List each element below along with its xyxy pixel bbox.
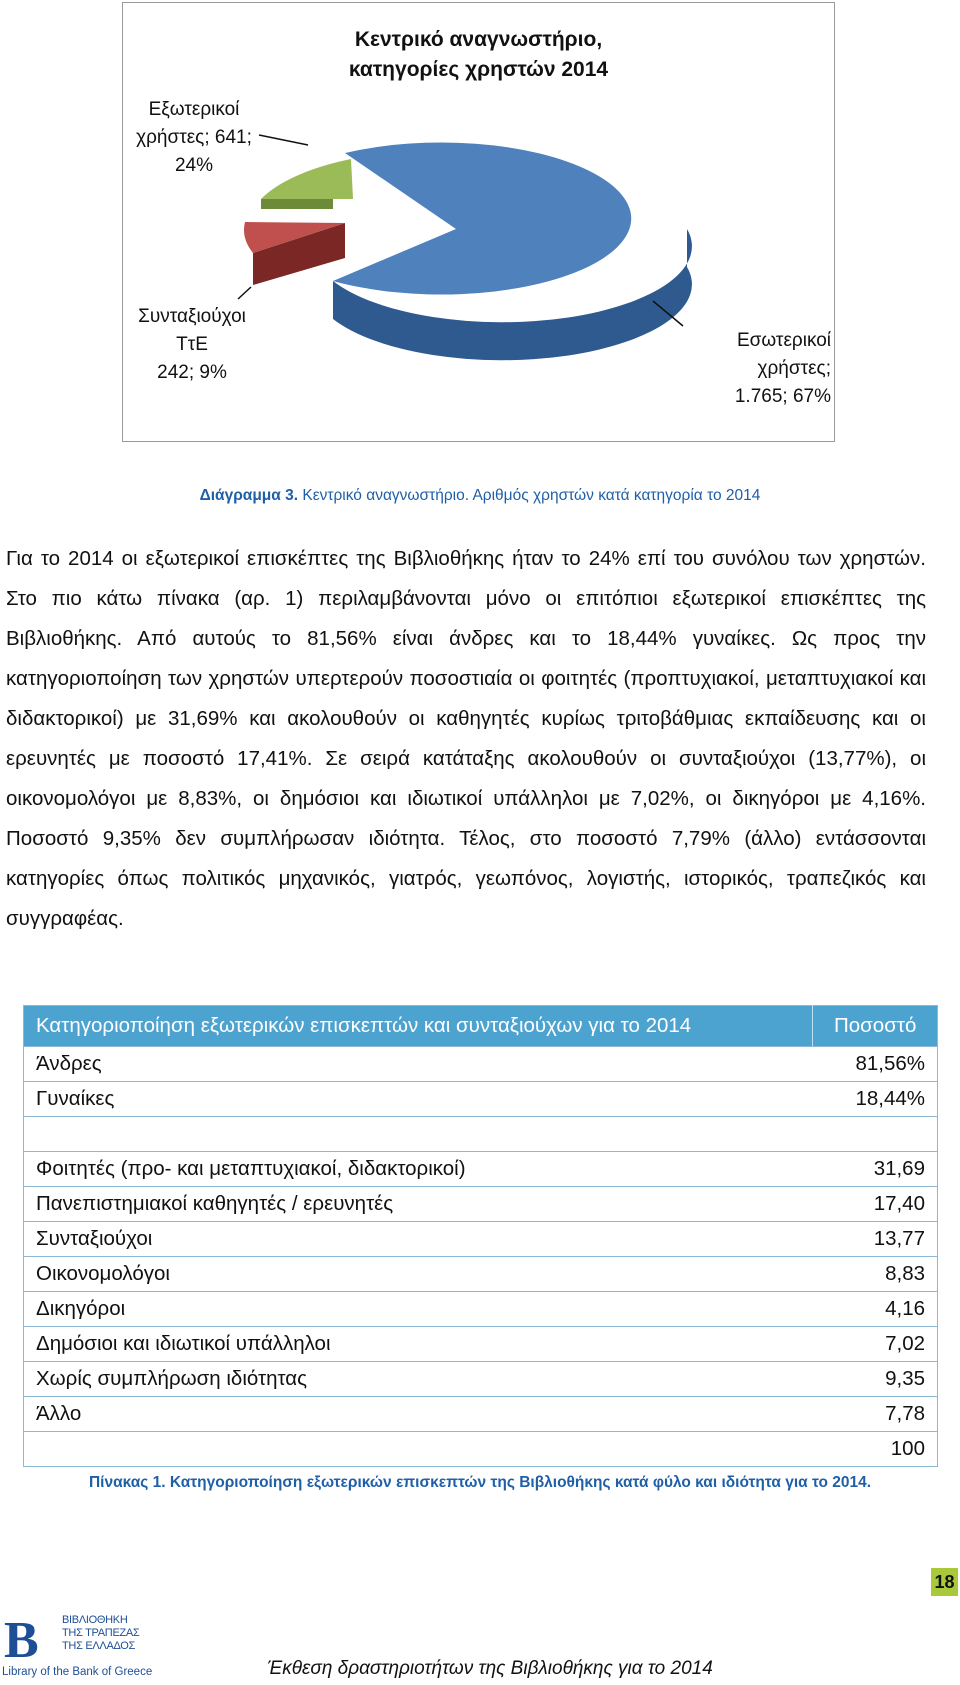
table-cell-percent: 17,40 bbox=[813, 1187, 938, 1222]
table-cell-category: Άνδρες bbox=[24, 1047, 813, 1082]
logo-english-name: Library of the Bank of Greece bbox=[2, 1666, 153, 1678]
table-cell-category bbox=[24, 1432, 813, 1467]
leader-line-external bbox=[259, 135, 308, 145]
slice-label-line: ΤτΕ bbox=[176, 334, 208, 355]
slice-label-line: χρήστες; bbox=[757, 358, 831, 379]
table-cell-percent: 31,69 bbox=[813, 1152, 938, 1187]
slice-label-retired bbox=[127, 303, 257, 387]
table-row bbox=[24, 1117, 938, 1152]
chart-title-line-2: κατηγορίες χρηστών 2014 bbox=[348, 58, 609, 81]
table-caption: Πίνακας 1. Κατηγοριοποίηση εξωτερικών επισκεπτών της Βιβλιοθήκης κατά φύλο και ιδιότητα για το 2014. bbox=[88, 1474, 872, 1491]
table-cell-category: Φοιτητές (προ- και μεταπτυχιακοί, διδακτορικοί) bbox=[24, 1152, 813, 1187]
slice-label-line: Συνταξιούχοι bbox=[138, 306, 246, 327]
slice-label-line: 1.765; 67% bbox=[734, 386, 831, 407]
categories-table bbox=[23, 1005, 938, 1467]
slice-external-side bbox=[261, 199, 333, 209]
table-row bbox=[24, 1257, 938, 1292]
pie-chart-container bbox=[122, 2, 835, 442]
logo-letter: B bbox=[4, 1612, 39, 1669]
body-paragraph: Για το 2014 οι εξωτερικοί επισκέπτες της Βιβλιοθήκης ήταν το 24% επί του συνόλου των χρηστών. Στο πιο κάτω πίνακα (αρ. 1) περιλαμβάνονται μόνο οι επιτόπιοι εξωτερικοί επισκέπτες της Βιβλιοθήκης. Από αυτούς το 81,56% είναι άνδρες και το 18,44% γυναίκες. Ως προς την κατηγοριοποίηση των χρηστών υπερτερούν ποσοστιαία οι φοιτητές (προπτυχιακοί, μεταπτυχιακοί και διδακτορικοί) με 31,69% και ακολουθούν οι καθηγητές κυρίως τριτοβάθμιας εκπαίδευσης και οι ερευνητές με ποσοστό 17,41%. Σε σειρά κατάταξης ακολουθούν οι συνταξιούχοι (13,77%), οι οικονομολόγοι με 8,83%, οι δημόσιοι και ιδιωτικοί υπάλληλοι με 7,02%, οι δικηγόροι με 4,16%. Ποσοστό 9,35% δεν συμπλήρωσαν ιδιότητα. Τέλος, στο ποσοστό 7,79% (άλλο) εντάσσονται κατηγορίες όπως πολιτικός μηχανικός, γιατρός, γεωπόνος, λογιστής, ιστορικός, τραπεζικός και συγγραφέας. bbox=[6, 547, 926, 930]
table-header-percent: Ποσοστό bbox=[813, 1006, 938, 1047]
table-cell-category bbox=[24, 1117, 813, 1152]
table-row bbox=[24, 1152, 938, 1187]
table-row bbox=[24, 1327, 938, 1362]
table-cell-percent: 13,77 bbox=[813, 1222, 938, 1257]
table-cell-percent bbox=[813, 1117, 938, 1152]
slice-label-line: Εξωτερικοί bbox=[148, 99, 240, 120]
table-cell-percent: 8,83 bbox=[813, 1257, 938, 1292]
table-row bbox=[24, 1187, 938, 1222]
table-cell-category: Δημόσιοι και ιδιωτικοί υπάλληλοι bbox=[24, 1327, 813, 1362]
chart-caption-text: Κεντρικό αναγνωστήριο. Αριθμός χρηστών κατά κατηγορία το 2014 bbox=[298, 487, 761, 504]
slice-external bbox=[261, 159, 353, 199]
table-row bbox=[24, 1047, 938, 1082]
page-number: 18 bbox=[931, 1568, 958, 1596]
chart-caption bbox=[0, 487, 960, 505]
table-cell-category: Οικονομολόγοι bbox=[24, 1257, 813, 1292]
logo-text bbox=[62, 1614, 139, 1653]
chart-caption-label: Διάγραμμα 3. bbox=[199, 487, 299, 504]
table-cell-percent: 7,02 bbox=[813, 1327, 938, 1362]
table-row bbox=[24, 1432, 938, 1467]
table-cell-percent: 18,44% bbox=[813, 1082, 938, 1117]
table-cell-percent: 81,56% bbox=[813, 1047, 938, 1082]
table-row bbox=[24, 1292, 938, 1327]
slice-label-internal bbox=[711, 327, 831, 411]
table-cell-percent: 100 bbox=[813, 1432, 938, 1467]
table-row bbox=[24, 1397, 938, 1432]
slice-label-line: 242; 9% bbox=[157, 362, 227, 383]
table-cell-category: Δικηγόροι bbox=[24, 1292, 813, 1327]
slice-label-line: Εσωτερικοί bbox=[736, 330, 831, 351]
table-cell-percent: 9,35 bbox=[813, 1362, 938, 1397]
table-header-category: Κατηγοριοποίηση εξωτερικών επισκεπτών και συνταξιούχων για το 2014 bbox=[24, 1006, 813, 1047]
table-row bbox=[24, 1362, 938, 1397]
logo-text-line: ΤΗΣ ΤΡΑΠΕΖΑΣ bbox=[62, 1627, 140, 1639]
table-cell-percent: 4,16 bbox=[813, 1292, 938, 1327]
slice-label-line: 24% bbox=[174, 155, 214, 176]
leader-line-retired bbox=[238, 287, 251, 299]
slice-internal bbox=[333, 143, 631, 295]
table-cell-percent: 7,78 bbox=[813, 1397, 938, 1432]
logo-text-line: ΤΗΣ ΕΛΛΑΔΟΣ bbox=[62, 1640, 136, 1652]
logo-text-line: ΒΙΒΛΙΟΘΗΚΗ bbox=[62, 1614, 128, 1626]
footer-title: Έκθεση δραστηριοτήτων της Βιβλιοθήκης για το 2014 bbox=[267, 1658, 713, 1679]
table-cell-category: Χωρίς συμπλήρωση ιδιότητας bbox=[24, 1362, 813, 1397]
slice-label-external bbox=[129, 96, 259, 180]
table-row bbox=[24, 1222, 938, 1257]
table-cell-category: Γυναίκες bbox=[24, 1082, 813, 1117]
table-row bbox=[24, 1082, 938, 1117]
slice-label-line: χρήστες; 641; bbox=[136, 127, 252, 148]
library-logo bbox=[2, 1614, 162, 1682]
table-cell-category: Πανεπιστημιακοί καθηγητές / ερευνητές bbox=[24, 1187, 813, 1222]
table-header-row bbox=[24, 1006, 938, 1047]
chart-title-line-1: Κεντρικό αναγνωστήριο, bbox=[354, 28, 603, 51]
table-cell-category: Συνταξιούχοι bbox=[24, 1222, 813, 1257]
table-cell-category: Άλλο bbox=[24, 1397, 813, 1432]
